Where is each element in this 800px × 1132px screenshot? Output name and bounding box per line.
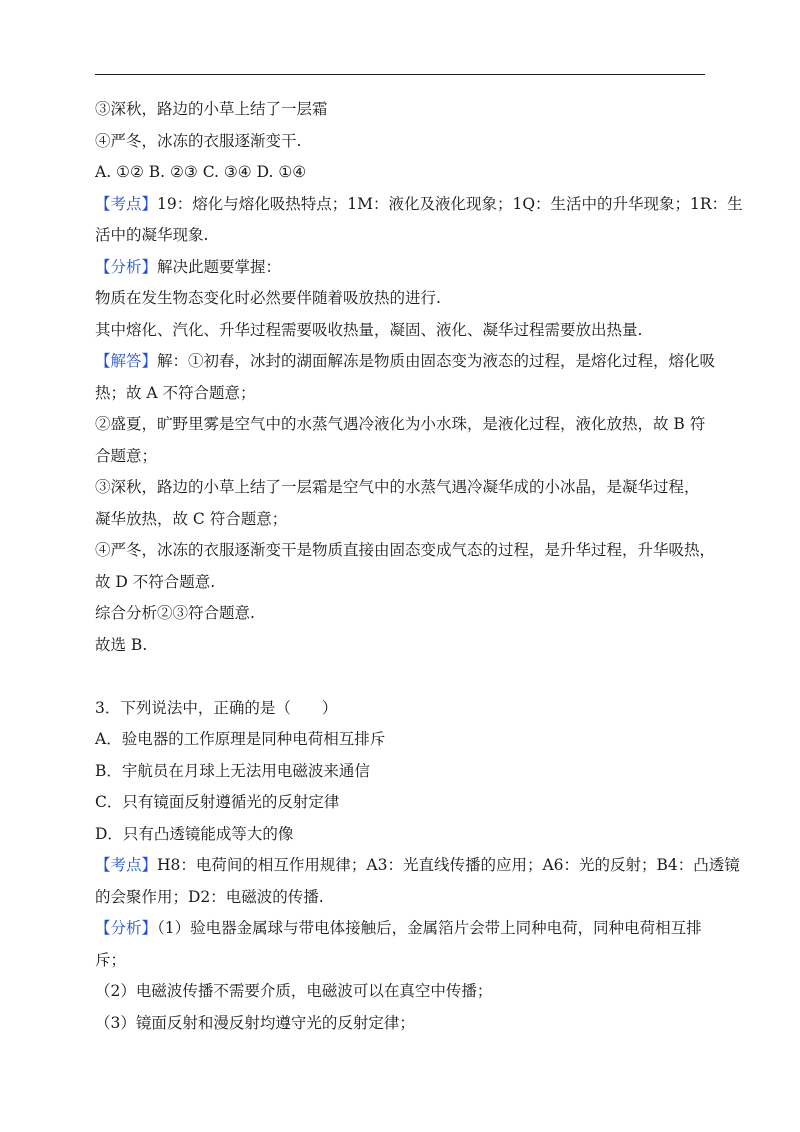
- q2-option-4: ④严冬，冰冻的衣服逐渐变干.: [95, 131, 302, 150]
- q3-option-c: C．只有镜面反射遵循光的反射定律: [95, 793, 340, 811]
- q2-jieda-line-8: 故 D 不符合题意.: [95, 572, 216, 591]
- q2-jieda-line-10: 故选 B.: [95, 635, 148, 654]
- kaodian-tag: 【考点】: [95, 856, 158, 874]
- q2-jieda-line-7: ④严冬，冰冻的衣服逐渐变干是物质直接由固态变成气态的过程，是升华过程，升华吸热，: [95, 541, 716, 559]
- q2-jieda-line-2: 热；故 A 不符合题意；: [95, 383, 256, 402]
- q2-option-3: ③深秋，路边的小草上结了一层霜: [95, 100, 328, 118]
- q3-option-d: D．只有凸透镜能成等大的像: [95, 824, 294, 843]
- blank-line: [95, 661, 715, 693]
- q3-fenxi-line-2: 斥；: [95, 950, 127, 969]
- q3-kaodian-line-2: 的会聚作用；D2：电磁波的传播.: [95, 887, 324, 906]
- q3-fenxi-line-3: （2）电磁波传播不需要介质，电磁波可以在真空中传播；: [95, 982, 493, 1000]
- q2-kaodian-line-2: 活中的凝华现象.: [95, 226, 209, 244]
- q2-jieda-line-3: ②盛夏，旷野里雾是空气中的水蒸气遇冷液化为小水珠，是液化过程，液化放热，故 B 符: [95, 415, 706, 433]
- q3-stem: 3．下列说法中，正确的是（ ）: [95, 698, 338, 717]
- q3-fenxi-line-1: 【分析】（1）验电器金属球与带电体接触后，金属箔片会带上同种电荷，同种电荷相互排: [95, 919, 702, 937]
- q2-jieda-line-5: ③深秋，路边的小草上结了一层霜是空气中的水蒸气遇冷凝华成的小冰晶，是凝华过程，: [95, 478, 700, 496]
- header-rule: [95, 74, 705, 75]
- q2-fenxi-line-3: 其中熔化、汽化、升华过程需要吸收热量，凝固、液化、凝华过程需要放出热量.: [95, 320, 643, 339]
- q3-kaodian-line-1: 【考点】H8：电荷间的相互作用规律；A3：光直线传播的应用；A6：光的反射；B4：凸透镜: [95, 856, 740, 874]
- q2-jieda-line-9: 综合分析②③符合题意.: [95, 604, 255, 622]
- q2-jieda-line-1: 【解答】解：①初春，冰封的湖面解冻是物质由固态变为液态的过程，是熔化过程，熔化吸: [95, 352, 716, 370]
- q2-fenxi-line-1: 【分析】解决此题要掌握：: [95, 257, 282, 276]
- q3-option-a: A．验电器的工作原理是同种电荷相互排斥: [95, 730, 386, 748]
- q2-jieda-line-4: 合题意；: [95, 446, 158, 465]
- kaodian-tag: 【考点】: [95, 194, 158, 213]
- page-content: [95, 94, 743, 1039]
- fenxi-tag: 【分析】: [95, 257, 158, 276]
- q2-jieda-line-6: 凝华放热，故 C 符合题意；: [95, 509, 288, 528]
- q2-fenxi-line-2: 物质在发生物态变化时必然要伴随着吸放热的进行.: [95, 289, 441, 307]
- q2-choices: A. ①② B. ②③ C. ③④ D. ①④: [95, 163, 307, 181]
- q2-kaodian-line-1: 【考点】19：熔化与熔化吸热特点；1M：液化及液化现象；1Q：生活中的升华现象；1R：生: [95, 194, 743, 213]
- q3-fenxi-line-4: （3）镜面反射和漫反射均遵守光的反射定律；: [95, 1013, 415, 1032]
- q3-option-b: B．宇航员在月球上无法用电磁波来通信: [95, 761, 370, 780]
- fenxi-tag: 【分析】: [95, 919, 158, 937]
- jieda-tag: 【解答】: [95, 352, 158, 370]
